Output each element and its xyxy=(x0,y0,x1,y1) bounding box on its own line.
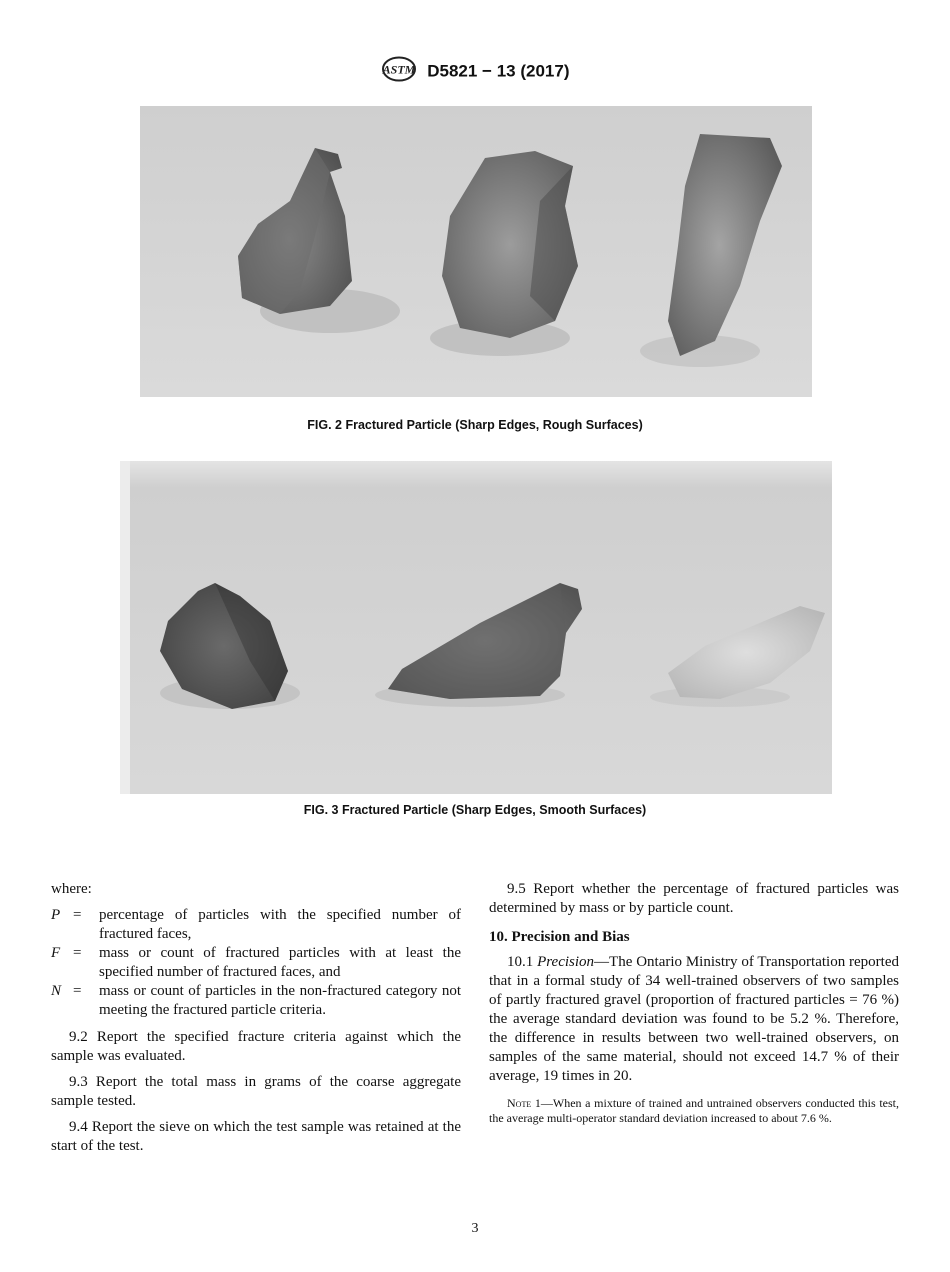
where-label: where: xyxy=(51,881,92,897)
definition-text: mass or count of particles in the non-fractured category not meeting the fractured particle criteria. xyxy=(99,983,461,1018)
paragraph-10-1 xyxy=(489,953,899,1086)
paragraph-9-2: 9.2 Report the specified fracture criteria against which the sample was evaluated. xyxy=(51,1029,461,1064)
section-heading-precision-bias: 10. Precision and Bias xyxy=(489,929,630,945)
figure-2-photo xyxy=(140,106,812,397)
figure-3-photo xyxy=(120,461,832,794)
document-designation: D5821 − 13 (2017) xyxy=(427,61,570,81)
definition-symbol: N xyxy=(51,983,62,999)
definition-f xyxy=(51,944,461,982)
definition-text: percentage of particles with the specified number of fractured faces, xyxy=(99,907,461,942)
right-column xyxy=(489,880,899,1133)
paragraph-9-3: 9.3 Report the total mass in grams of the coarse aggregate sample tested. xyxy=(51,1074,461,1109)
paragraph-number: 10.1 xyxy=(507,954,538,970)
note-text: —When a mixture of trained and untrained observers conducted this test, the average multi-operator standard deviation increased to about 7.6 %. xyxy=(489,1096,899,1125)
paragraph-body: —The Ontario Ministry of Transportation reported that in a formal study of 34 well-trained observers of two samples of partly fractured gravel (proportion of fractured particles = 76 %) the average standard deviation was found to be 5.2 %. Therefore, the difference in results between two well-trained observers, on samples of the same material, should not exceed 14.7 % of their average, 19 times in 20. xyxy=(489,954,900,1084)
definition-equals: = xyxy=(73,907,82,923)
figure-2-caption: FIG. 2 Fractured Particle (Sharp Edges, Rough Surfaces) xyxy=(307,418,643,432)
page-number: 3 xyxy=(471,1221,479,1236)
paragraph-term: Precision xyxy=(537,954,595,970)
astm-logo-icon xyxy=(381,56,417,87)
definition-symbol: P xyxy=(51,907,61,923)
definition-text: mass or count of fractured particles with at least the specified number of fractured faces, and xyxy=(99,945,461,980)
svg-text:ASTM: ASTM xyxy=(382,62,415,77)
left-column xyxy=(51,880,461,1163)
definition-n xyxy=(51,982,461,1020)
definition-equals: = xyxy=(73,945,82,961)
definition-symbol: F xyxy=(51,945,61,961)
note-1 xyxy=(489,1096,899,1126)
figure-3-caption: FIG. 3 Fractured Particle (Sharp Edges, Smooth Surfaces) xyxy=(303,803,647,817)
paragraph-9-4: 9.4 Report the sieve on which the test sample was retained at the start of the test. xyxy=(51,1119,461,1154)
note-label: Note 1 xyxy=(507,1096,541,1110)
definition-equals: = xyxy=(73,983,82,999)
paragraph-9-5: 9.5 Report whether the percentage of fractured particles was determined by mass or by particle count. xyxy=(489,881,899,916)
definition-p xyxy=(51,906,461,944)
document-header xyxy=(0,56,950,87)
variable-definitions xyxy=(51,906,461,1020)
